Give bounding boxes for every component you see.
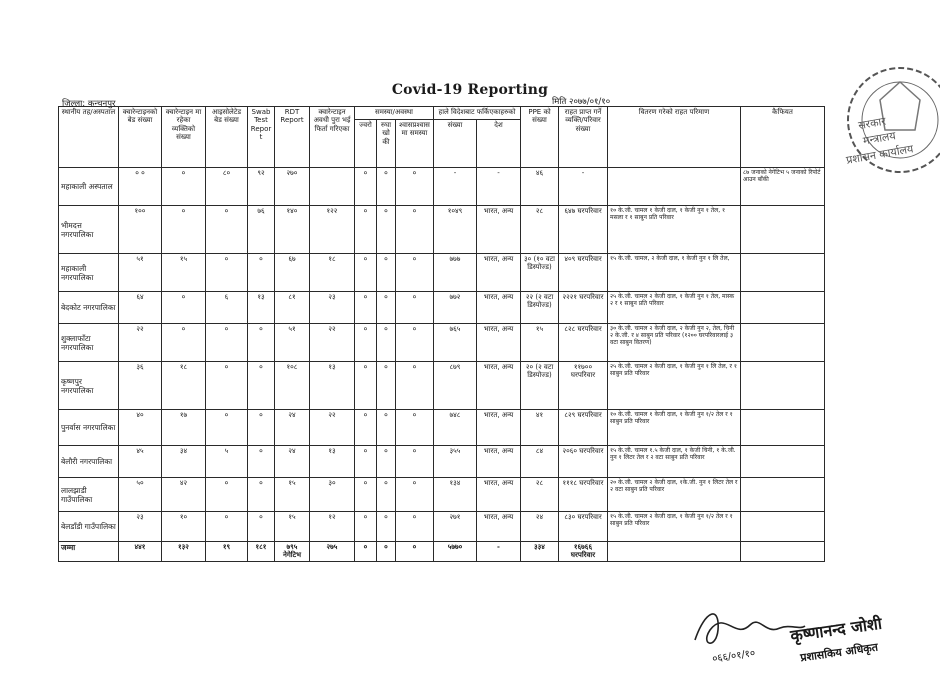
cell-ibeds: ० xyxy=(206,254,248,292)
cell-breath: ० xyxy=(396,542,434,562)
cell-country: भारत, अन्य xyxy=(477,254,521,292)
cell-rdt: ८१ xyxy=(275,292,310,324)
cell-country: भारत, अन्य xyxy=(477,512,521,542)
cell-ppe: ४१ xyxy=(521,410,559,446)
cell-ppe: ३० (१० वटा डिस्पोज्ड) xyxy=(521,254,559,292)
header-ppe: PPE को संख्या xyxy=(521,107,559,168)
cell-qbeds: ४४१ xyxy=(119,542,162,562)
cell-remarks xyxy=(741,362,825,410)
cell-cough: ० xyxy=(377,254,396,292)
cell-breath: ० xyxy=(396,168,434,206)
cell-cough: ० xyxy=(377,362,396,410)
cell-rdt: १०८ xyxy=(275,362,310,410)
cell-remarks xyxy=(741,542,825,562)
cell-ppe: २० (२ वटा डिस्पोज्ड) xyxy=(521,362,559,410)
cell-ibeds: ० xyxy=(206,410,248,446)
cell-name: महाकाली नगरपालिका xyxy=(59,254,119,292)
covid-report-table xyxy=(58,106,825,562)
cell-cough: ० xyxy=(377,542,396,562)
signatory-name: कृष्णानन्द जोशी xyxy=(789,613,884,646)
cell-cough: ० xyxy=(377,446,396,478)
cell-relief_recv: - xyxy=(559,168,608,206)
page-title: Covid-19 Reporting xyxy=(391,82,549,98)
cell-ppe: १५ xyxy=(521,324,559,362)
cell-swab: ० xyxy=(248,324,275,362)
cell-country: भारत, अन्य xyxy=(477,324,521,362)
header-breath: श्वासप्रश्वास मा समस्या xyxy=(396,120,434,168)
cell-remarks: ८७ जनाको नेगेटिभ ५ जनाको रिपोर्ट आउन बाँकी xyxy=(741,168,825,206)
cell-relief_amt xyxy=(608,542,741,562)
stamp-line3: प्रशासन कार्यालय xyxy=(845,142,915,167)
cell-qbeds: ५० xyxy=(119,478,162,512)
cell-remarks xyxy=(741,254,825,292)
cell-rdt: २४ xyxy=(275,410,310,446)
cell-returned: १८ xyxy=(310,254,355,292)
cell-relief_recv: ८२९ घरपरिवार xyxy=(559,410,608,446)
signatory-role: प्रशासकिय अधिकृत xyxy=(799,640,879,665)
header-remarks: कैफियत xyxy=(741,107,825,168)
cell-qpersons: ० xyxy=(162,168,206,206)
cell-rdt: ७९५ नेगेटिभ xyxy=(275,542,310,562)
cell-breath: ० xyxy=(396,478,434,512)
cell-fever: ० xyxy=(355,542,377,562)
header-cough: रुघा खोकी xyxy=(377,120,396,168)
cell-qbeds: ५१ xyxy=(119,254,162,292)
cell-qbeds: ० ० xyxy=(119,168,162,206)
cell-returned: २३ xyxy=(310,292,355,324)
cell-returned: २२ xyxy=(310,410,355,446)
cell-swab: ९२ xyxy=(248,168,275,206)
header-country: देश xyxy=(477,120,521,168)
cell-abroad: ८७९ xyxy=(434,362,477,410)
cell-ibeds: ८० xyxy=(206,168,248,206)
cell-abroad: ७४८ xyxy=(434,410,477,446)
cell-name: कृष्णपुर नगरपालिका xyxy=(59,362,119,410)
total-row xyxy=(59,542,825,562)
cell-swab: ० xyxy=(248,478,275,512)
cell-remarks xyxy=(741,512,825,542)
cell-country: - xyxy=(477,168,521,206)
header-abroad: हाले विदेशबाट फर्किएकाहरुको xyxy=(434,107,521,120)
report-date: मिति २०७७/०१/१० xyxy=(552,97,611,107)
cell-breath: ० xyxy=(396,446,434,478)
table-row xyxy=(59,206,825,254)
cell-abroad: - xyxy=(434,168,477,206)
cell-qbeds: १०० xyxy=(119,206,162,254)
cell-remarks xyxy=(741,410,825,446)
header-returned: क्वारेन्टाइन अवधी पुरा भई फिर्ता गरिएका xyxy=(310,107,355,168)
header-local: स्थानीय तह/अस्पताल xyxy=(59,107,119,168)
cell-returned: १३ xyxy=(310,362,355,410)
cell-relief_amt: २५ के.जी. चामल २ केजी दाल, १ केजी नुन १ तेल, मास्क २ र १ साबुन प्रति परिवार xyxy=(608,292,741,324)
cell-swab: ० xyxy=(248,254,275,292)
header-problem: समस्या/अवस्था xyxy=(355,107,434,120)
cell-swab: ० xyxy=(248,446,275,478)
cell-cough: ० xyxy=(377,206,396,254)
cell-ppe: २८ xyxy=(521,206,559,254)
cell-rdt: २४ xyxy=(275,446,310,478)
cell-relief_amt: १० के.जी. चामल १ केजी दाल, १ केजी नुन १ तेल, १ मसला र १ साबुन प्रति परिवार xyxy=(608,206,741,254)
cell-relief_recv: १११८ घरपरिवार xyxy=(559,478,608,512)
cell-qpersons: १३२ xyxy=(162,542,206,562)
cell-fever: ० xyxy=(355,410,377,446)
cell-returned: १२२ xyxy=(310,206,355,254)
header-rdt: RDT Report xyxy=(275,107,310,168)
table-row xyxy=(59,292,825,324)
cell-relief_amt: २० के.जी. चामल २ केजी दाल, १के.जी. नुन १ लिटर तेल र २ वटा साबुन प्रति परिवार xyxy=(608,478,741,512)
cell-qbeds: २२ xyxy=(119,324,162,362)
table-row xyxy=(59,168,825,206)
cell-qpersons: १० xyxy=(162,512,206,542)
cell-ibeds: ६ xyxy=(206,292,248,324)
cell-remarks xyxy=(741,446,825,478)
cell-cough: ० xyxy=(377,292,396,324)
cell-breath: ० xyxy=(396,410,434,446)
cell-returned: १३ xyxy=(310,446,355,478)
cell-breath: ० xyxy=(396,512,434,542)
cell-cough: ० xyxy=(377,478,396,512)
cell-qpersons: १७ xyxy=(162,410,206,446)
cell-country: भारत, अन्य xyxy=(477,206,521,254)
cell-qbeds: २३ xyxy=(119,512,162,542)
cell-name: बेदकोट नगरपालिका xyxy=(59,292,119,324)
cell-remarks xyxy=(741,478,825,512)
header-qbeds: क्वारेन्टाइनको बेड संख्या xyxy=(119,107,162,168)
cell-relief_amt: १५ के.जी. चामल १.५ केजी दाल, १ केजी चिनी, १ के.जी. नुन १ लिटर तेल र २ वटा साबुन प्रति परिवार xyxy=(608,446,741,478)
table-row xyxy=(59,362,825,410)
cell-breath: ० xyxy=(396,292,434,324)
table-row xyxy=(59,446,825,478)
cell-qbeds: ४० xyxy=(119,410,162,446)
cell-qpersons: १८ xyxy=(162,362,206,410)
cell-rdt: १५ xyxy=(275,478,310,512)
table-row xyxy=(59,478,825,512)
header-qpersons: क्वारेन्टाइन मा रहेका व्यक्तिको संख्या xyxy=(162,107,206,168)
stamp-line2: मन्त्रालय xyxy=(861,129,897,148)
cell-qpersons: ३४ xyxy=(162,446,206,478)
cell-rdt: ५१ xyxy=(275,324,310,362)
cell-relief_recv: ६४७ घरपरिवार xyxy=(559,206,608,254)
cell-abroad: २७१ xyxy=(434,512,477,542)
cell-relief_recv: ८२८ घरपरिवार xyxy=(559,324,608,362)
cell-swab: ७६ xyxy=(248,206,275,254)
cell-ppe: ३३४ xyxy=(521,542,559,562)
cell-fever: ० xyxy=(355,478,377,512)
table-row xyxy=(59,254,825,292)
cell-country: भारत, अन्य xyxy=(477,446,521,478)
cell-abroad: ५७७० xyxy=(434,542,477,562)
cell-qbeds: ६४ xyxy=(119,292,162,324)
cell-breath: ० xyxy=(396,362,434,410)
header-count: संख्या xyxy=(434,120,477,168)
cell-returned: २७५ xyxy=(310,542,355,562)
cell-cough: ० xyxy=(377,410,396,446)
cell-country: भारत, अन्य xyxy=(477,292,521,324)
cell-abroad: ७६५ xyxy=(434,324,477,362)
cell-qpersons: ० xyxy=(162,292,206,324)
cell-name: लालझाडी गाउँपालिका xyxy=(59,478,119,512)
cell-country: भारत, अन्य xyxy=(477,410,521,446)
cell-fever: ० xyxy=(355,362,377,410)
cell-fever: ० xyxy=(355,324,377,362)
table-row xyxy=(59,324,825,362)
cell-remarks xyxy=(741,206,825,254)
cell-abroad: १०४९ xyxy=(434,206,477,254)
cell-returned: ३० xyxy=(310,478,355,512)
cell-swab: ० xyxy=(248,512,275,542)
cell-relief_recv: ११७०० घरपरिवार xyxy=(559,362,608,410)
cell-relief_recv: ८३० घरपरिवार xyxy=(559,512,608,542)
cell-relief_amt: १५ के.जी. चामल २ केजी दाल, १ केजी नुन १/२ तेल र १ साबुन प्रति परिवार xyxy=(608,512,741,542)
cell-breath: ० xyxy=(396,254,434,292)
cell-qbeds: ३६ xyxy=(119,362,162,410)
cell-remarks xyxy=(741,292,825,324)
cell-ibeds: ० xyxy=(206,512,248,542)
cell-relief_amt: २५ के.जी. चामल २ केजी दाल, १ केजी नुन १ लि तेल, र १ साबुन प्रति परिवार xyxy=(608,362,741,410)
cell-fever: ० xyxy=(355,206,377,254)
cell-ibeds: ० xyxy=(206,206,248,254)
cell-name: जम्मा xyxy=(59,542,119,562)
cell-relief_amt: १५ के.जी. चामल, २ केजी दाल, १ केजी नुन १ लि तेल, xyxy=(608,254,741,292)
cell-country: भारत, अन्य xyxy=(477,478,521,512)
cell-ppe: ८४ xyxy=(521,446,559,478)
cell-relief_recv: २२२१ घरपरिवार xyxy=(559,292,608,324)
cell-returned: १२ xyxy=(310,512,355,542)
cell-name: भीमदत्त नगरपालिका xyxy=(59,206,119,254)
cell-name: पुनर्वास नगरपालिका xyxy=(59,410,119,446)
cell-ibeds: ० xyxy=(206,362,248,410)
cell-swab: १८१ xyxy=(248,542,275,562)
cell-rdt: १४० xyxy=(275,206,310,254)
cell-qbeds: ४५ xyxy=(119,446,162,478)
header-swab: Swab Test Report xyxy=(248,107,275,168)
table-row xyxy=(59,512,825,542)
cell-relief_recv: २०६० घरपरिवार xyxy=(559,446,608,478)
cell-fever: ० xyxy=(355,512,377,542)
cell-qpersons: १५ xyxy=(162,254,206,292)
cell-ppe: २८ xyxy=(521,478,559,512)
cell-ppe: ४६ xyxy=(521,168,559,206)
cell-qpersons: ४२ xyxy=(162,478,206,512)
cell-cough: ० xyxy=(377,512,396,542)
header-fever: ज्वरो xyxy=(355,120,377,168)
cell-country: भारत, अन्य xyxy=(477,362,521,410)
header-ibeds: आइसोलेटेड बेड संख्या xyxy=(206,107,248,168)
cell-qpersons: ० xyxy=(162,324,206,362)
cell-name: बेलौरी नगरपालिका xyxy=(59,446,119,478)
header-relief-recv: राहत प्राप्त गर्ने व्यक्ति/परिवार संख्या xyxy=(559,107,608,168)
cell-name: महाकाली अस्पताल xyxy=(59,168,119,206)
cell-ppe: २२ (२ वटा डिस्पोज्ड) xyxy=(521,292,559,324)
cell-abroad: ७७७ xyxy=(434,254,477,292)
cell-abroad: ३५५ xyxy=(434,446,477,478)
cell-ibeds: ० xyxy=(206,324,248,362)
cell-cough: ० xyxy=(377,168,396,206)
cell-relief_amt: ३० के.जी. चामल २ केजी दाल, २ केजी नुन २, तेल, चिनी २ के.जी. र ४ साबुन प्रति परिवार (१२०० घरपरिवारलाई ३ वटा साबुन वितरण) xyxy=(608,324,741,362)
cell-qpersons: ० xyxy=(162,206,206,254)
cell-swab: ० xyxy=(248,362,275,410)
cell-ibeds: ५ xyxy=(206,446,248,478)
header-relief-amt: वितरण गरेको राहत परिमाण xyxy=(608,107,741,168)
cell-rdt: ६७ xyxy=(275,254,310,292)
cell-relief_amt xyxy=(608,168,741,206)
cell-name: शुक्लाफाँटा नगरपालिका xyxy=(59,324,119,362)
cell-ibeds: ० xyxy=(206,478,248,512)
cell-abroad: १३४ xyxy=(434,478,477,512)
cell-returned: २२ xyxy=(310,324,355,362)
cell-cough: ० xyxy=(377,324,396,362)
cell-rdt: १५ xyxy=(275,512,310,542)
cell-name: बेलडाँडी गाउँपालिका xyxy=(59,512,119,542)
district-label: जिल्ला: कन्चनपुर xyxy=(62,99,116,109)
official-stamp xyxy=(820,60,940,180)
table-row xyxy=(59,410,825,446)
cell-swab: १३ xyxy=(248,292,275,324)
cell-ppe: २४ xyxy=(521,512,559,542)
cell-breath: ० xyxy=(396,324,434,362)
cell-remarks xyxy=(741,324,825,362)
cell-relief_recv: ४०९ घरपरिवार xyxy=(559,254,608,292)
cell-fever: ० xyxy=(355,292,377,324)
cell-rdt: २७० xyxy=(275,168,310,206)
cell-relief_amt: १० के.जी. चामल १ केजी दाल, १ केजी नुन १/२ तेल र १ साबुन प्रति परिवार xyxy=(608,410,741,446)
cell-ibeds: १९ xyxy=(206,542,248,562)
cell-relief_recv: १६७६६ घरपरिवार xyxy=(559,542,608,562)
cell-fever: ० xyxy=(355,168,377,206)
cell-abroad: ७७२ xyxy=(434,292,477,324)
cell-returned xyxy=(310,168,355,206)
cell-breath: ० xyxy=(396,206,434,254)
cell-fever: ० xyxy=(355,446,377,478)
cell-country: - xyxy=(477,542,521,562)
signature-date: ०६६/०१/१० xyxy=(711,648,756,665)
stamp-line1: सरकार xyxy=(857,114,887,133)
cell-swab: ० xyxy=(248,410,275,446)
cell-fever: ० xyxy=(355,254,377,292)
